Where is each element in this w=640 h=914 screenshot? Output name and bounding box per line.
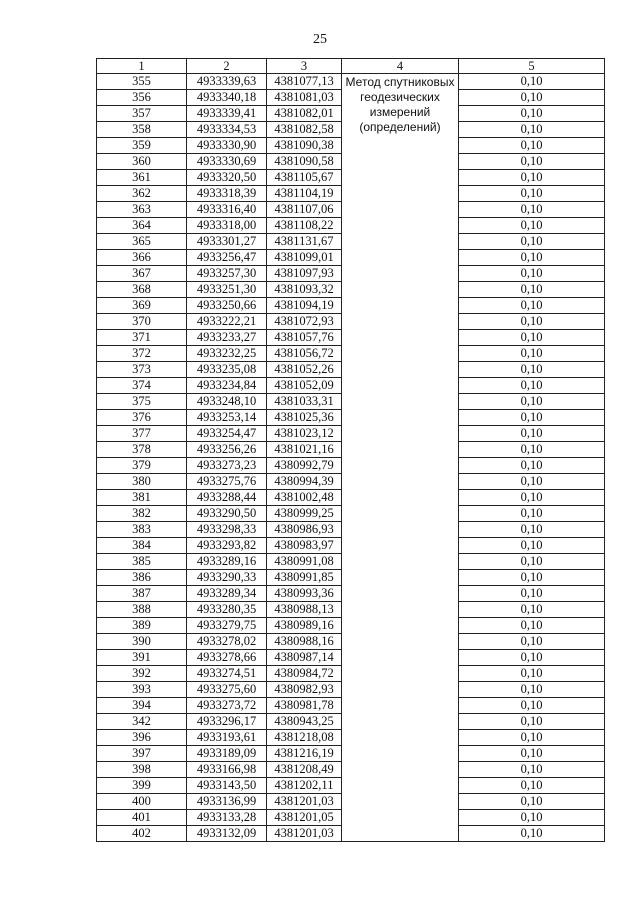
accuracy-cell: 0,10 [459, 378, 605, 394]
x-coordinate-cell: 4933318,00 [187, 218, 267, 234]
column-header-accuracy: 5 [459, 59, 605, 74]
y-coordinate-cell: 4381108,22 [267, 218, 342, 234]
accuracy-cell: 0,10 [459, 138, 605, 154]
accuracy-cell: 0,10 [459, 346, 605, 362]
point-number-cell: 376 [97, 410, 187, 426]
x-coordinate-cell: 4933279,75 [187, 618, 267, 634]
accuracy-cell: 0,10 [459, 170, 605, 186]
point-number-cell: 373 [97, 362, 187, 378]
point-number-cell: 394 [97, 698, 187, 714]
y-coordinate-cell: 4381052,26 [267, 362, 342, 378]
y-coordinate-cell: 4381077,13 [267, 74, 342, 90]
point-number-cell: 368 [97, 282, 187, 298]
table-body [97, 74, 605, 842]
accuracy-cell: 0,10 [459, 362, 605, 378]
accuracy-cell: 0,10 [459, 810, 605, 826]
accuracy-cell: 0,10 [459, 106, 605, 122]
point-number-cell: 396 [97, 730, 187, 746]
point-number-cell: 387 [97, 586, 187, 602]
accuracy-cell: 0,10 [459, 586, 605, 602]
x-coordinate-cell: 4933251,30 [187, 282, 267, 298]
accuracy-cell: 0,10 [459, 618, 605, 634]
x-coordinate-cell: 4933235,08 [187, 362, 267, 378]
column-header-x-coordinate: 2 [187, 59, 267, 74]
y-coordinate-cell: 4380986,93 [267, 522, 342, 538]
x-coordinate-cell: 4933274,51 [187, 666, 267, 682]
x-coordinate-cell: 4933253,14 [187, 410, 267, 426]
y-coordinate-cell: 4381082,58 [267, 122, 342, 138]
x-coordinate-cell: 4933234,84 [187, 378, 267, 394]
accuracy-cell: 0,10 [459, 218, 605, 234]
x-coordinate-cell: 4933250,66 [187, 298, 267, 314]
point-number-cell: 367 [97, 266, 187, 282]
x-coordinate-cell: 4933330,90 [187, 138, 267, 154]
point-number-cell: 361 [97, 170, 187, 186]
y-coordinate-cell: 4381105,67 [267, 170, 342, 186]
y-coordinate-cell: 4380991,85 [267, 570, 342, 586]
accuracy-cell: 0,10 [459, 602, 605, 618]
x-coordinate-cell: 4933273,72 [187, 698, 267, 714]
point-number-cell: 397 [97, 746, 187, 762]
accuracy-cell: 0,10 [459, 410, 605, 426]
x-coordinate-cell: 4933296,17 [187, 714, 267, 730]
accuracy-cell: 0,10 [459, 570, 605, 586]
accuracy-cell: 0,10 [459, 122, 605, 138]
accuracy-cell: 0,10 [459, 650, 605, 666]
x-coordinate-cell: 4933288,44 [187, 490, 267, 506]
y-coordinate-cell: 4381021,16 [267, 442, 342, 458]
point-number-cell: 364 [97, 218, 187, 234]
accuracy-cell: 0,10 [459, 538, 605, 554]
x-coordinate-cell: 4933280,35 [187, 602, 267, 618]
y-coordinate-cell: 4381097,93 [267, 266, 342, 282]
x-coordinate-cell: 4933293,82 [187, 538, 267, 554]
accuracy-cell: 0,10 [459, 426, 605, 442]
point-number-cell: 400 [97, 794, 187, 810]
accuracy-cell: 0,10 [459, 282, 605, 298]
point-number-cell: 398 [97, 762, 187, 778]
y-coordinate-cell: 4381201,03 [267, 826, 342, 842]
point-number-cell: 369 [97, 298, 187, 314]
accuracy-cell: 0,10 [459, 250, 605, 266]
point-number-cell: 359 [97, 138, 187, 154]
page-number: 25 [313, 32, 327, 47]
accuracy-cell: 0,10 [459, 474, 605, 490]
point-number-cell: 401 [97, 810, 187, 826]
point-number-cell: 388 [97, 602, 187, 618]
point-number-cell: 363 [97, 202, 187, 218]
accuracy-cell: 0,10 [459, 522, 605, 538]
point-number-cell: 365 [97, 234, 187, 250]
y-coordinate-cell: 4380991,08 [267, 554, 342, 570]
y-coordinate-cell: 4381090,58 [267, 154, 342, 170]
point-number-cell: 391 [97, 650, 187, 666]
point-number-cell: 386 [97, 570, 187, 586]
y-coordinate-cell: 4381025,36 [267, 410, 342, 426]
accuracy-cell: 0,10 [459, 186, 605, 202]
y-coordinate-cell: 4381201,05 [267, 810, 342, 826]
y-coordinate-cell: 4381002,48 [267, 490, 342, 506]
y-coordinate-cell: 4381057,76 [267, 330, 342, 346]
x-coordinate-cell: 4933301,27 [187, 234, 267, 250]
accuracy-cell: 0,10 [459, 330, 605, 346]
point-number-cell: 383 [97, 522, 187, 538]
x-coordinate-cell: 4933290,50 [187, 506, 267, 522]
point-number-cell: 385 [97, 554, 187, 570]
accuracy-cell: 0,10 [459, 154, 605, 170]
y-coordinate-cell: 4381208,49 [267, 762, 342, 778]
y-coordinate-cell: 4381023,12 [267, 426, 342, 442]
x-coordinate-cell: 4933289,34 [187, 586, 267, 602]
x-coordinate-cell: 4933278,02 [187, 634, 267, 650]
column-header-point-number: 1 [97, 59, 187, 74]
accuracy-cell: 0,10 [459, 298, 605, 314]
y-coordinate-cell: 4381094,19 [267, 298, 342, 314]
accuracy-cell: 0,10 [459, 506, 605, 522]
point-number-cell: 370 [97, 314, 187, 330]
point-number-cell: 362 [97, 186, 187, 202]
x-coordinate-cell: 4933330,69 [187, 154, 267, 170]
accuracy-cell: 0,10 [459, 394, 605, 410]
point-number-cell: 366 [97, 250, 187, 266]
x-coordinate-cell: 4933248,10 [187, 394, 267, 410]
accuracy-cell: 0,10 [459, 442, 605, 458]
point-number-cell: 375 [97, 394, 187, 410]
x-coordinate-cell: 4933316,40 [187, 202, 267, 218]
point-number-cell: 374 [97, 378, 187, 394]
column-header-method: 4 [342, 59, 459, 74]
y-coordinate-cell: 4381081,03 [267, 90, 342, 106]
x-coordinate-cell: 4933334,53 [187, 122, 267, 138]
y-coordinate-cell: 4381090,38 [267, 138, 342, 154]
x-coordinate-cell: 4933278,66 [187, 650, 267, 666]
y-coordinate-cell: 4380984,72 [267, 666, 342, 682]
x-coordinate-cell: 4933133,28 [187, 810, 267, 826]
x-coordinate-cell: 4933275,76 [187, 474, 267, 490]
accuracy-cell: 0,10 [459, 794, 605, 810]
x-coordinate-cell: 4933298,33 [187, 522, 267, 538]
point-number-cell: 380 [97, 474, 187, 490]
y-coordinate-cell: 4381107,06 [267, 202, 342, 218]
y-coordinate-cell: 4381218,08 [267, 730, 342, 746]
point-number-cell: 384 [97, 538, 187, 554]
point-number-cell: 342 [97, 714, 187, 730]
accuracy-cell: 0,10 [459, 826, 605, 842]
x-coordinate-cell: 4933289,16 [187, 554, 267, 570]
accuracy-cell: 0,10 [459, 634, 605, 650]
y-coordinate-cell: 4380987,14 [267, 650, 342, 666]
point-number-cell: 379 [97, 458, 187, 474]
point-number-cell: 372 [97, 346, 187, 362]
point-number-cell: 382 [97, 506, 187, 522]
accuracy-cell: 0,10 [459, 202, 605, 218]
point-number-cell: 381 [97, 490, 187, 506]
x-coordinate-cell: 4933257,30 [187, 266, 267, 282]
x-coordinate-cell: 4933254,47 [187, 426, 267, 442]
point-number-cell: 399 [97, 778, 187, 794]
y-coordinate-cell: 4381202,11 [267, 778, 342, 794]
y-coordinate-cell: 4380993,36 [267, 586, 342, 602]
y-coordinate-cell: 4380988,16 [267, 634, 342, 650]
x-coordinate-cell: 4933189,09 [187, 746, 267, 762]
x-coordinate-cell: 4933275,60 [187, 682, 267, 698]
x-coordinate-cell: 4933143,50 [187, 778, 267, 794]
x-coordinate-cell: 4933339,63 [187, 74, 267, 90]
point-number-cell: 378 [97, 442, 187, 458]
y-coordinate-cell: 4381056,72 [267, 346, 342, 362]
accuracy-cell: 0,10 [459, 490, 605, 506]
point-number-cell: 393 [97, 682, 187, 698]
y-coordinate-cell: 4381052,09 [267, 378, 342, 394]
x-coordinate-cell: 4933232,25 [187, 346, 267, 362]
point-number-cell: 371 [97, 330, 187, 346]
x-coordinate-cell: 4933256,47 [187, 250, 267, 266]
y-coordinate-cell: 4381104,19 [267, 186, 342, 202]
accuracy-cell: 0,10 [459, 266, 605, 282]
y-coordinate-cell: 4380981,78 [267, 698, 342, 714]
y-coordinate-cell: 4380983,97 [267, 538, 342, 554]
accuracy-cell: 0,10 [459, 730, 605, 746]
accuracy-cell: 0,10 [459, 762, 605, 778]
x-coordinate-cell: 4933222,21 [187, 314, 267, 330]
y-coordinate-cell: 4381082,01 [267, 106, 342, 122]
point-number-cell: 355 [97, 74, 187, 90]
point-number-cell: 357 [97, 106, 187, 122]
y-coordinate-cell: 4380982,93 [267, 682, 342, 698]
accuracy-cell: 0,10 [459, 778, 605, 794]
x-coordinate-cell: 4933318,39 [187, 186, 267, 202]
y-coordinate-cell: 4381093,32 [267, 282, 342, 298]
y-coordinate-cell: 4380992,79 [267, 458, 342, 474]
y-coordinate-cell: 4381099,01 [267, 250, 342, 266]
point-number-cell: 356 [97, 90, 187, 106]
accuracy-cell: 0,10 [459, 666, 605, 682]
y-coordinate-cell: 4381201,03 [267, 794, 342, 810]
y-coordinate-cell: 4381131,67 [267, 234, 342, 250]
y-coordinate-cell: 4380943,25 [267, 714, 342, 730]
accuracy-cell: 0,10 [459, 714, 605, 730]
x-coordinate-cell: 4933132,09 [187, 826, 267, 842]
x-coordinate-cell: 4933339,41 [187, 106, 267, 122]
x-coordinate-cell: 4933273,23 [187, 458, 267, 474]
accuracy-cell: 0,10 [459, 746, 605, 762]
y-coordinate-cell: 4381033,31 [267, 394, 342, 410]
accuracy-cell: 0,10 [459, 682, 605, 698]
y-coordinate-cell: 4381216,19 [267, 746, 342, 762]
accuracy-cell: 0,10 [459, 74, 605, 90]
accuracy-cell: 0,10 [459, 554, 605, 570]
point-number-cell: 389 [97, 618, 187, 634]
method-cell: Метод спутниковых геодезических измерений (определений) [342, 74, 459, 842]
y-coordinate-cell: 4380989,16 [267, 618, 342, 634]
x-coordinate-cell: 4933136,99 [187, 794, 267, 810]
x-coordinate-cell: 4933193,61 [187, 730, 267, 746]
x-coordinate-cell: 4933290,33 [187, 570, 267, 586]
point-number-cell: 360 [97, 154, 187, 170]
x-coordinate-cell: 4933340,18 [187, 90, 267, 106]
point-number-cell: 390 [97, 634, 187, 650]
accuracy-cell: 0,10 [459, 458, 605, 474]
y-coordinate-cell: 4381072,93 [267, 314, 342, 330]
y-coordinate-cell: 4380994,39 [267, 474, 342, 490]
accuracy-cell: 0,10 [459, 234, 605, 250]
y-coordinate-cell: 4380999,25 [267, 506, 342, 522]
column-header-y-coordinate: 3 [267, 59, 342, 74]
point-number-cell: 358 [97, 122, 187, 138]
accuracy-cell: 0,10 [459, 90, 605, 106]
x-coordinate-cell: 4933166,98 [187, 762, 267, 778]
accuracy-cell: 0,10 [459, 314, 605, 330]
point-number-cell: 377 [97, 426, 187, 442]
table-row [97, 74, 605, 90]
accuracy-cell: 0,10 [459, 698, 605, 714]
table-header-row [97, 59, 605, 74]
coordinates-table [96, 58, 605, 842]
point-number-cell: 392 [97, 666, 187, 682]
point-number-cell: 402 [97, 826, 187, 842]
x-coordinate-cell: 4933320,50 [187, 170, 267, 186]
y-coordinate-cell: 4380988,13 [267, 602, 342, 618]
x-coordinate-cell: 4933256,26 [187, 442, 267, 458]
x-coordinate-cell: 4933233,27 [187, 330, 267, 346]
